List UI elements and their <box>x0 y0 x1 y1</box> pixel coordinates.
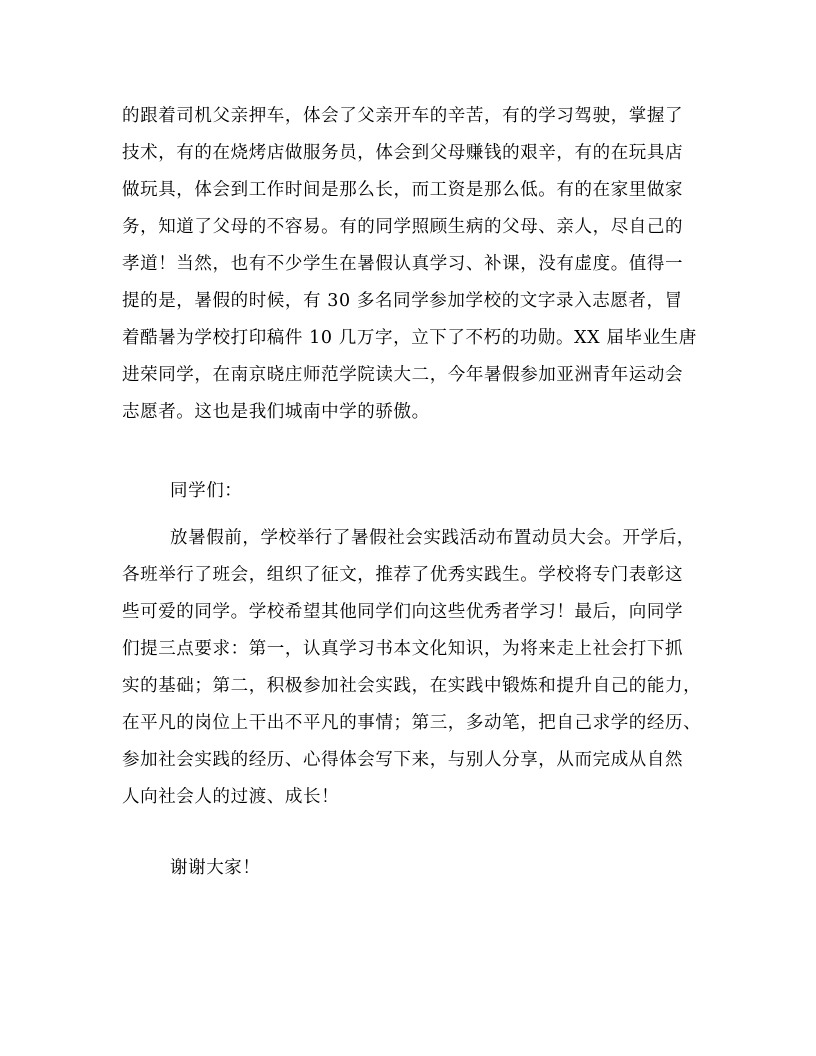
paragraph-line: 进荣同学，在南京晓庄师范学院读大二，今年暑假参加亚洲青年运动会 <box>122 365 684 385</box>
paragraph-line: 务，知道了父母的不容易。有的同学照顾生病的父母、亲人，尽自己的 <box>122 217 684 237</box>
paragraph-line: 提的是，暑假的时候，有 30 多名同学参加学校的文字录入志愿者，冒 <box>122 291 683 311</box>
paragraph-line: 做玩具，体会到工作时间是那么长，而工资是那么低。有的在家里做家 <box>122 180 684 200</box>
paragraph-line: 些可爱的同学。学校希望其他同学们向这些优秀者学习！最后，向同学 <box>122 602 684 622</box>
paragraph-line: 放暑假前，学校举行了暑假社会实践活动布置动员大会。开学后， <box>170 528 695 548</box>
paragraph-line: 的跟着司机父亲押车，体会了父亲开车的辛苦，有的学习驾驶，掌握了 <box>122 106 684 126</box>
paragraph-line: 参加社会实践的经历、心得体会写下来，与别人分享，从而完成从自然 <box>122 750 684 770</box>
salutation: 同学们： <box>170 481 243 501</box>
paragraph-line: 技术，有的在烧烤店做服务员，体会到父母赚钱的艰辛，有的在玩具店 <box>122 143 684 163</box>
paragraph-line: 们提三点要求：第一，认真学习书本文化知识，为将来走上社会打下抓 <box>122 639 684 659</box>
paragraph-line: 各班举行了班会，组织了征文，推荐了优秀实践生。学校将专门表彰这 <box>122 565 684 585</box>
closing: 谢谢大家！ <box>170 858 261 878</box>
paragraph-line: 志愿者。这也是我们城南中学的骄傲。 <box>122 402 430 422</box>
paragraph-line: 实的基础；第二，积极参加社会实践，在实践中锻炼和提升自己的能力， <box>122 676 702 696</box>
paragraph-line: 孝道！当然，也有不少学生在暑假认真学习、补课，没有虚度。值得一 <box>122 254 684 274</box>
paragraph-line: 着酷暑为学校打印稿件 10 几万字，立下了不朽的功勋。XX 届毕业生唐 <box>122 328 697 348</box>
paragraph-line: 在平凡的岗位上干出不平凡的事情；第三，多动笔，把自己求学的经历、 <box>122 713 702 733</box>
paragraph-line: 人向社会人的过渡、成长！ <box>122 787 340 807</box>
